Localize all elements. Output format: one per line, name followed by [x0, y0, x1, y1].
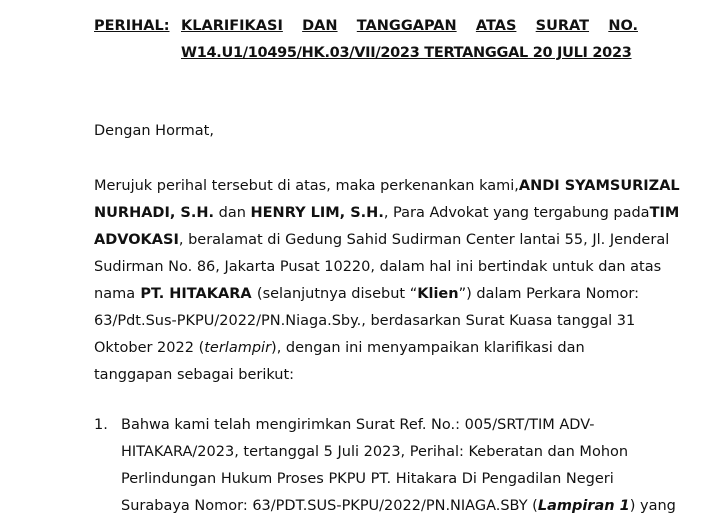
paragraph-line: Sudirman No. 86, Jakarta Pusat 10220, dalam hal ini bertindak untuk dan atas — [94, 259, 662, 275]
text-run: Oktober 2022 ( — [94, 340, 205, 356]
text-run: Merujuk perihal tersebut di atas, maka perkenankan kami, — [94, 178, 519, 194]
text-run: ), dengan ini menyampaikan klarifikasi dan — [271, 340, 585, 356]
list-item-number: 1. — [94, 417, 108, 433]
subject-word: SURAT — [535, 18, 590, 34]
subject-line-1 — [181, 18, 638, 34]
greeting: Dengan Hormat, — [94, 123, 214, 139]
text-run: (selanjutnya disebut “ — [256, 286, 418, 302]
text-run: ADVOKASI — [94, 232, 179, 248]
text-run: terlampir — [204, 340, 272, 356]
text-run: NURHADI, S.H. — [94, 205, 215, 221]
paragraph-line — [94, 178, 680, 194]
subject-word: DAN — [302, 18, 338, 34]
paragraph-line — [94, 232, 669, 248]
subject-word: TANGGAPAN — [356, 18, 457, 34]
text-run: TIM — [649, 205, 680, 221]
list-item-line: Bahwa kami telah mengirimkan Surat Ref. No.: 005/SRT/TIM ADV- — [121, 417, 595, 433]
paragraph-line: 63/Pdt.Sus-PKPU/2022/PN.Niaga.Sby., berdasarkan Surat Kuasa tanggal 31 — [94, 313, 636, 329]
text-run: dan — [218, 205, 246, 221]
list-item-line — [121, 498, 676, 514]
text-run: ANDI SYAMSURIZAL — [518, 178, 680, 194]
subject-line-2: W14.U1/10495/HK.03/VII/2023 TERTANGGAL 20 JULI 2023 — [181, 45, 632, 61]
paragraph-line — [94, 205, 680, 221]
subject-word: ATAS — [475, 18, 517, 34]
text-run: nama — [94, 286, 136, 302]
text-run: , beralamat di Gedung Sahid Sudirman Center lantai 55, Jl. Jenderal — [178, 232, 670, 248]
subject-word: KLARIFIKASI — [181, 18, 283, 34]
text-run: ) yang — [629, 498, 676, 514]
text-run — [94, 340, 585, 356]
text-run: PT. HITAKARA — [140, 286, 252, 302]
subject-label: PERIHAL: — [94, 18, 170, 34]
text-run: HENRY LIM, S.H. — [250, 205, 384, 221]
text-run — [94, 205, 650, 221]
text-run: Lampiran 1 — [537, 498, 630, 514]
paragraph-line — [94, 340, 639, 356]
text-run: Surabaya Nomor: 63/PDT.SUS-PKPU/2022/PN.NIAGA.SBY ( — [121, 498, 538, 514]
text-run: Klien — [417, 286, 459, 302]
subject-word: NO. — [608, 18, 638, 34]
paragraph-line: tanggapan sebagai berikut: — [94, 367, 295, 383]
text-run — [257, 286, 639, 302]
list-item-line: Perlindungan Hukum Proses PKPU PT. Hitakara Di Pengadilan Negeri — [121, 471, 614, 487]
text-run: , Para Advokat yang tergabung pada — [383, 205, 650, 221]
list-item-line: HITAKARA/2023, tertanggal 5 Juli 2023, Perihal: Keberatan dan Mohon — [121, 444, 629, 460]
text-run: ”) dalam Perkara Nomor: — [458, 286, 639, 302]
paragraph-line — [94, 286, 639, 302]
